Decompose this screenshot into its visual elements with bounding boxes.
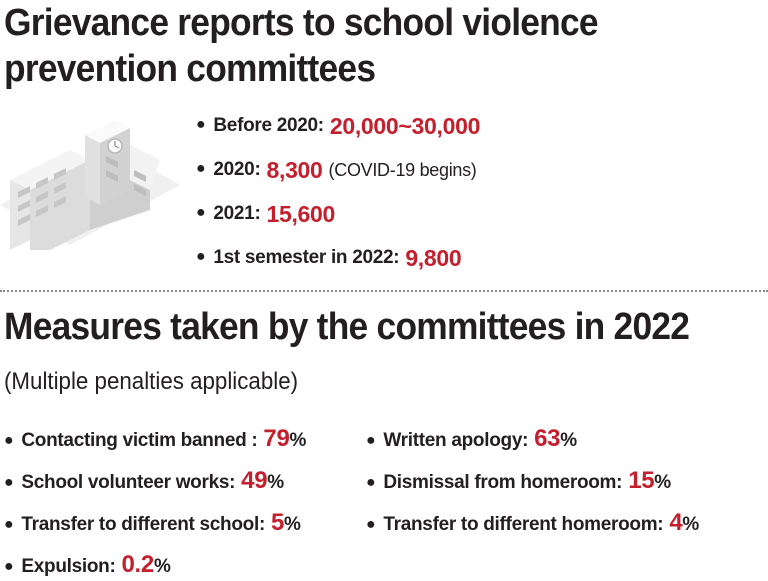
measure-unit: % — [289, 430, 307, 451]
measure-label: Contacting victim banned : — [21, 430, 258, 451]
bullet-icon: ● — [196, 204, 206, 221]
report-label: 2021: — [213, 203, 261, 224]
measure-item — [4, 509, 301, 537]
measure-label: Dismissal from homeroom: — [383, 472, 623, 493]
report-item — [196, 236, 480, 280]
report-label: 2020: — [213, 159, 261, 180]
measure-item — [366, 467, 671, 495]
measure-item — [4, 551, 171, 579]
report-label: Before 2020: — [213, 115, 324, 136]
measure-label: Written apology: — [383, 430, 529, 451]
report-value: 20,000~30,000 — [329, 112, 481, 139]
bullet-icon: ● — [196, 116, 206, 133]
bullet-icon: ● — [366, 474, 376, 491]
measure-label: Transfer to different homeroom: — [383, 514, 664, 535]
measure-unit: % — [682, 514, 699, 535]
measure-value: 79 — [263, 425, 290, 452]
school-building-icon — [0, 110, 180, 250]
reports-list — [196, 104, 480, 280]
report-item — [196, 104, 480, 148]
measure-value: 5 — [270, 509, 285, 536]
main-title — [4, 0, 598, 92]
measure-unit: % — [560, 430, 577, 451]
report-item — [196, 148, 480, 192]
bullet-icon: ● — [4, 474, 14, 491]
measures-title: Measures taken by the committees in 2022 — [4, 306, 690, 348]
measure-unit: % — [267, 472, 284, 493]
measure-unit: % — [284, 514, 301, 535]
measure-item — [4, 425, 306, 453]
report-value: 8,300 — [266, 156, 323, 183]
report-value: 15,600 — [266, 200, 336, 227]
bullet-icon: ● — [4, 558, 14, 575]
report-value: 9,800 — [405, 244, 462, 271]
main-title-line-1: Grievance reports to school violence — [4, 2, 598, 44]
measure-label: Transfer to different school: — [21, 514, 265, 535]
report-note: (COVID-19 begins) — [328, 159, 477, 180]
measures-subtitle: (Multiple penalties applicable) — [4, 368, 299, 395]
measure-item — [366, 425, 577, 453]
bullet-icon: ● — [366, 516, 376, 533]
measure-value: 15 — [628, 467, 655, 494]
measure-value: 0.2 — [121, 551, 154, 578]
measure-label: Expulsion: — [21, 556, 116, 577]
measure-label: School volunteer works: — [21, 472, 236, 493]
measure-unit: % — [153, 556, 171, 577]
measure-value: 49 — [241, 467, 268, 494]
bullet-icon: ● — [366, 432, 376, 449]
bullet-icon: ● — [4, 516, 14, 533]
bullet-icon: ● — [196, 248, 206, 265]
report-label: 1st semester in 2022: — [213, 247, 400, 268]
measure-unit: % — [654, 472, 671, 493]
measure-value: 4 — [669, 509, 683, 536]
bullet-icon: ● — [4, 432, 14, 449]
measure-value: 63 — [534, 425, 561, 452]
report-item — [196, 192, 480, 236]
main-title-line-2: prevention committees — [4, 48, 376, 90]
section-divider — [0, 290, 768, 292]
measure-item — [366, 509, 699, 537]
measure-item — [4, 467, 284, 495]
bullet-icon: ● — [196, 160, 206, 177]
